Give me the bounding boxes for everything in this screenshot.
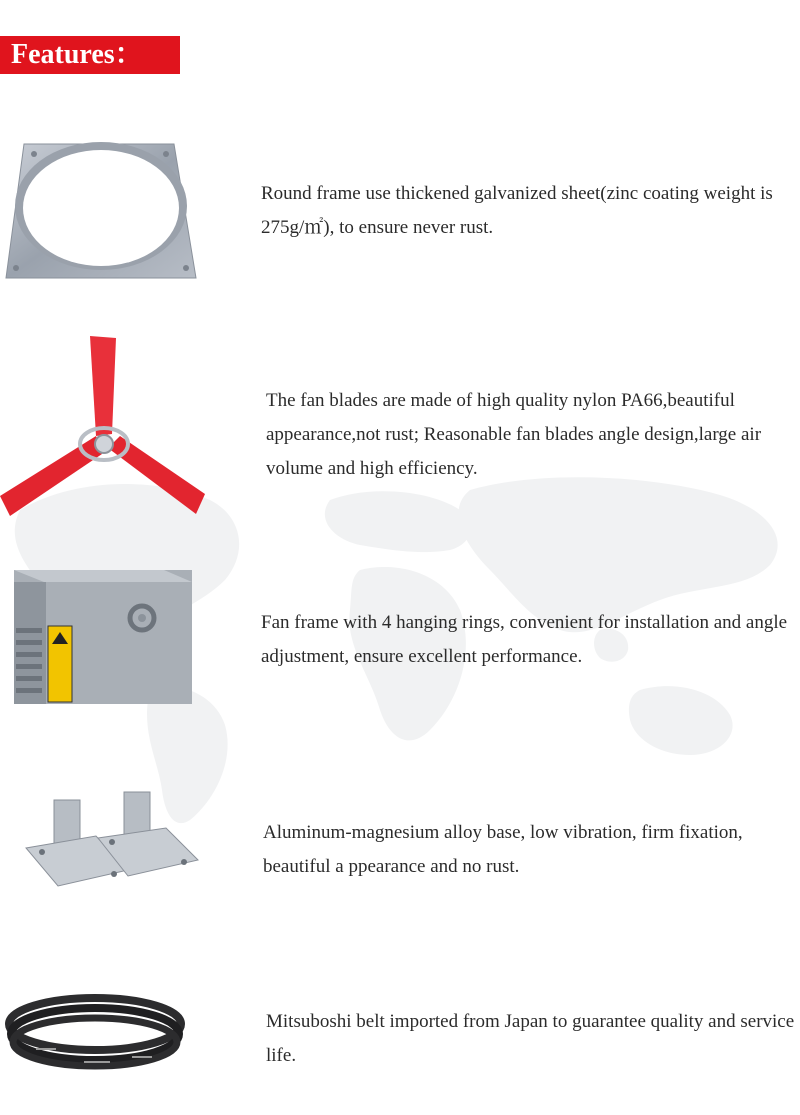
alloy-base-image [24,790,202,890]
feature-text-fan-blades: The fan blades are made of high quality nylon PA66,beautiful appearance,not rust; Reasonable fan blades angle design,large air volume and high efficiency. [266,390,762,479]
feature-text-round-frame: Round frame use thickened galvanized sheet(zinc coating weight is 275g/㎡), to ensure never rust. [261,183,773,238]
features-title: Features： [11,39,143,70]
feature-text-alloy-base: Aluminum-magnesium alloy base, low vibration, firm fixation, beautiful a ppearance and no rust. [263,822,743,877]
belt-image [4,990,186,1072]
features-header [0,36,180,74]
feature-text-belt: Mitsuboshi belt imported from Japan to guarantee quality and service life. [266,1011,795,1066]
round-frame-image [4,140,198,280]
feature-text-hanging-rings: Fan frame with 4 hanging rings, convenient for installation and angle adjustment, ensure excellent performance. [261,612,788,667]
hanging-ring-image [14,570,192,704]
fan-blades-image [0,336,206,518]
